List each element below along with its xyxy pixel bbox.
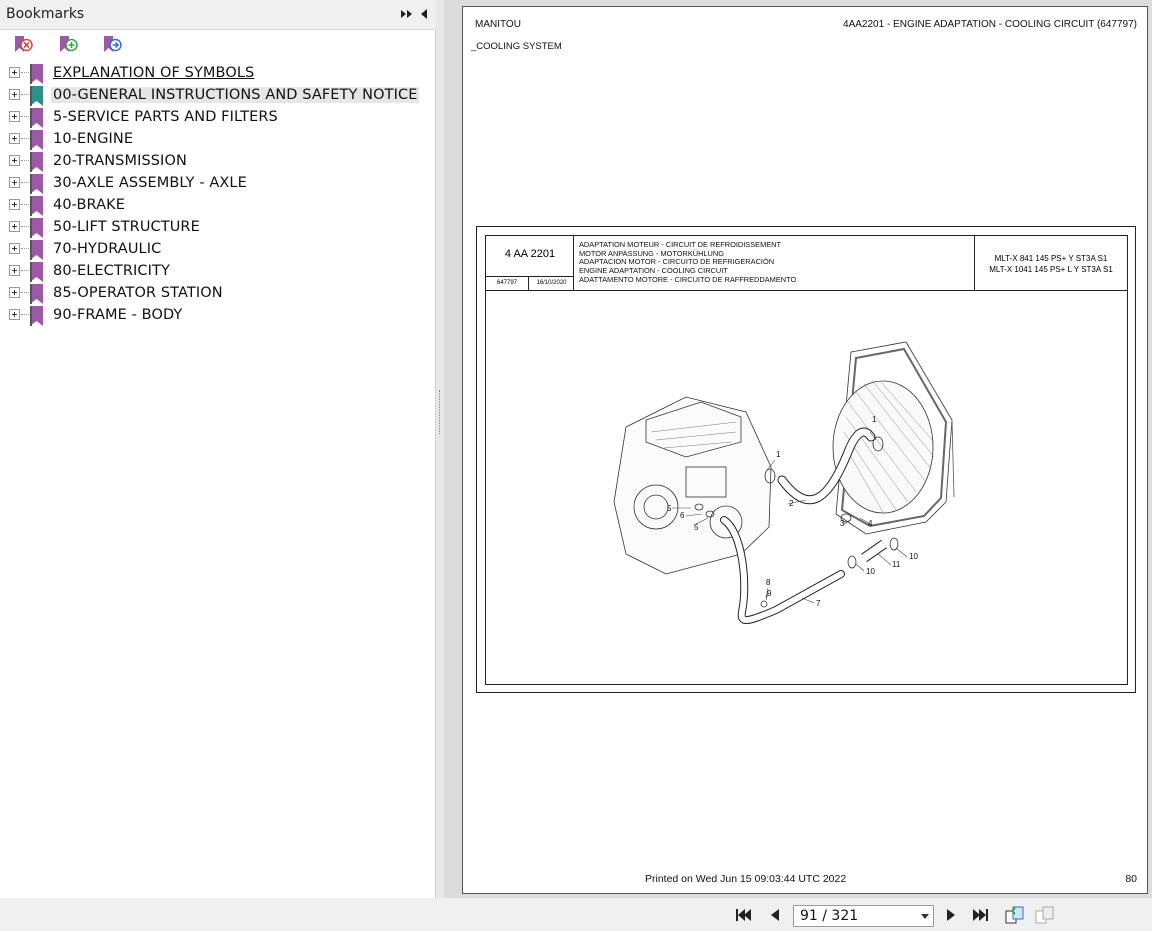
title-line-en: ENGINE ADAPTATION - COOLING CIRCUIT: [579, 266, 728, 276]
bookmark-label: 70-HYDRAULIC: [53, 241, 162, 257]
title-line-de: MOTOR ANPASSUNG - MOTORKÜHLUNG: [579, 248, 724, 258]
bookmarks-panel: [0, 0, 436, 898]
go-forward-view-icon[interactable]: [1034, 904, 1056, 926]
clamp: [890, 538, 898, 550]
bookmark-icon: [30, 240, 43, 260]
previous-page-icon[interactable]: [766, 906, 784, 924]
expand-icon[interactable]: [9, 287, 20, 298]
title-line-it: ADATTAMENTO MOTORE - CIRCUITO DE RAFFREDDAMENTO: [579, 274, 797, 284]
title-block-reference: [486, 236, 574, 291]
callout-number: 9: [767, 589, 772, 598]
clamp: [848, 556, 856, 568]
expand-icon[interactable]: [9, 111, 20, 122]
bookmarks-title: Bookmarks: [6, 6, 85, 22]
chevron-down-icon[interactable]: [921, 914, 929, 919]
expand-icon[interactable]: [9, 243, 20, 254]
bookmark-icon: [30, 86, 43, 106]
collapse-panel-icon[interactable]: [400, 6, 414, 22]
tree-connector: [21, 116, 29, 117]
bookmark-item[interactable]: [0, 128, 436, 150]
title-line-fr: ADAPTATION MOTEUR - CIRCUIT DE REFROIDISSEMENT: [579, 240, 782, 249]
bookmark-icon: [30, 262, 43, 282]
expand-icon[interactable]: [9, 221, 20, 232]
bookmark-label: 5-SERVICE PARTS AND FILTERS: [53, 109, 278, 125]
tree-connector: [21, 226, 29, 227]
bookmark-item[interactable]: [0, 172, 436, 194]
callout-number: 4: [868, 519, 873, 528]
bookmark-label: 10-ENGINE: [53, 131, 134, 147]
bookmark-item[interactable]: [0, 194, 436, 216]
bookmark-icon: [30, 306, 43, 326]
bookmark-label: 50-LIFT STRUCTURE: [53, 219, 200, 235]
bookmark-item[interactable]: [0, 84, 436, 106]
document-header: 4AA2201 - ENGINE ADAPTATION - COOLING CIRCUIT (647797): [843, 19, 1137, 30]
bookmark-label: 85-OPERATOR STATION: [53, 285, 223, 301]
callout-number: 3: [840, 519, 845, 528]
expand-icon[interactable]: [9, 89, 20, 100]
bookmark-icon: [30, 130, 43, 150]
callout-number: 10: [909, 552, 918, 561]
page-selector[interactable]: [793, 905, 934, 927]
document-viewer[interactable]: [444, 0, 1152, 898]
go-back-view-icon[interactable]: [1004, 904, 1026, 926]
bookmark-label: 40-BRAKE: [53, 197, 125, 213]
panel-splitter[interactable]: [436, 0, 444, 898]
bookmark-item[interactable]: [0, 216, 436, 238]
navigation-bar: [0, 898, 1152, 930]
delete-bookmark-icon[interactable]: [12, 34, 34, 56]
drawing-frame: [476, 226, 1136, 693]
bookmark-item[interactable]: [0, 106, 436, 128]
callout-number: 2: [789, 499, 794, 508]
model-line: MLT-X 841 145 PS+ Y ST3A S1: [994, 254, 1108, 263]
tree-connector: [21, 160, 29, 161]
bookmark-label: EXPLANATION OF SYMBOLS: [53, 65, 255, 81]
page-indicator: 91 / 321: [800, 908, 859, 924]
callout-number: 1: [872, 415, 877, 424]
bookmarks-toolbar: [0, 30, 436, 60]
add-bookmark-icon[interactable]: [57, 34, 79, 56]
callout-number: 6: [680, 511, 685, 520]
bookmark-label: 30-AXLE ASSEMBLY - AXLE: [53, 175, 247, 191]
tree-connector: [21, 94, 29, 95]
callout-number: 10: [866, 567, 875, 576]
bookmark-item[interactable]: [0, 260, 436, 282]
tree-connector: [21, 292, 29, 293]
document-section-title: _COOLING SYSTEM: [471, 41, 562, 52]
tree-connector: [21, 182, 29, 183]
reference-code: 4 AA 2201: [504, 248, 556, 260]
next-page-icon[interactable]: [942, 906, 960, 924]
title-block-models: [974, 236, 1127, 291]
callout-number: 5: [694, 523, 699, 532]
expand-icon[interactable]: [9, 309, 20, 320]
last-page-icon[interactable]: [972, 906, 990, 924]
reference-number: 647797: [486, 277, 529, 291]
callout-number: 7: [816, 599, 821, 608]
bookmark-item[interactable]: [0, 304, 436, 326]
expand-icon[interactable]: [9, 199, 20, 210]
document-page: [462, 6, 1148, 894]
reference-row: [486, 276, 574, 291]
document-brand: MANITOU: [475, 19, 521, 30]
bookmark-label: 20-TRANSMISSION: [53, 153, 187, 169]
tree-connector: [21, 204, 29, 205]
title-block-titles: [579, 241, 969, 285]
close-panel-icon[interactable]: [419, 6, 433, 22]
model-line: MLT-X 1041 145 PS+ L Y ST3A S1: [989, 265, 1113, 274]
tree-connector: [21, 314, 29, 315]
splitter-grip[interactable]: [439, 390, 441, 434]
page-number: 80: [1125, 873, 1137, 885]
tree-connector: [21, 248, 29, 249]
bookmark-icon: [30, 64, 43, 84]
expand-icon[interactable]: [9, 177, 20, 188]
bookmark-label: 90-FRAME - BODY: [53, 307, 183, 323]
callout-number: 5: [667, 504, 672, 513]
bookmark-icon: [30, 196, 43, 216]
bookmark-icon: [30, 174, 43, 194]
bookmarks-header: [0, 0, 436, 30]
bookmark-item[interactable]: [0, 150, 436, 172]
bookmark-label: 00-GENERAL INSTRUCTIONS AND SAFETY NOTICE: [53, 87, 418, 103]
bookmark-item[interactable]: [0, 238, 436, 260]
tree-connector: [21, 72, 29, 73]
engine-block: [614, 397, 771, 574]
print-footer: Printed on Wed Jun 15 09:03:44 UTC 2022: [645, 873, 847, 885]
bookmark-icon: [30, 284, 43, 304]
expand-icon[interactable]: [9, 265, 20, 276]
title-block: [486, 236, 1127, 291]
reference-date: 16/10/2020: [536, 280, 567, 286]
callout-number: 8: [766, 578, 771, 587]
expand-icon[interactable]: [9, 155, 20, 166]
tree-connector: [21, 270, 29, 271]
callout-number: 1: [776, 450, 781, 459]
title-line-es: ADAPTACION MOTOR - CIRCUITO DE REFRIGERACIÓN: [579, 257, 775, 267]
first-page-icon[interactable]: [734, 906, 752, 924]
tree-connector: [21, 138, 29, 139]
bookmark-icon: [30, 218, 43, 238]
bookmark-label: 80-ELECTRICITY: [53, 263, 170, 279]
callout-number: 11: [892, 560, 901, 569]
exploded-view-illustration: [486, 292, 1127, 684]
expand-icon[interactable]: [9, 67, 20, 78]
bookmark-item[interactable]: [0, 62, 436, 84]
expand-icon[interactable]: [9, 133, 20, 144]
bookmark-icon: [30, 108, 43, 128]
clamp: [761, 601, 767, 607]
drawing-sheet: [485, 235, 1128, 685]
bookmark-item[interactable]: [0, 282, 436, 304]
goto-bookmark-icon[interactable]: [101, 34, 123, 56]
bookmark-icon: [30, 152, 43, 172]
cooling-circuit-drawing: [486, 292, 1127, 684]
